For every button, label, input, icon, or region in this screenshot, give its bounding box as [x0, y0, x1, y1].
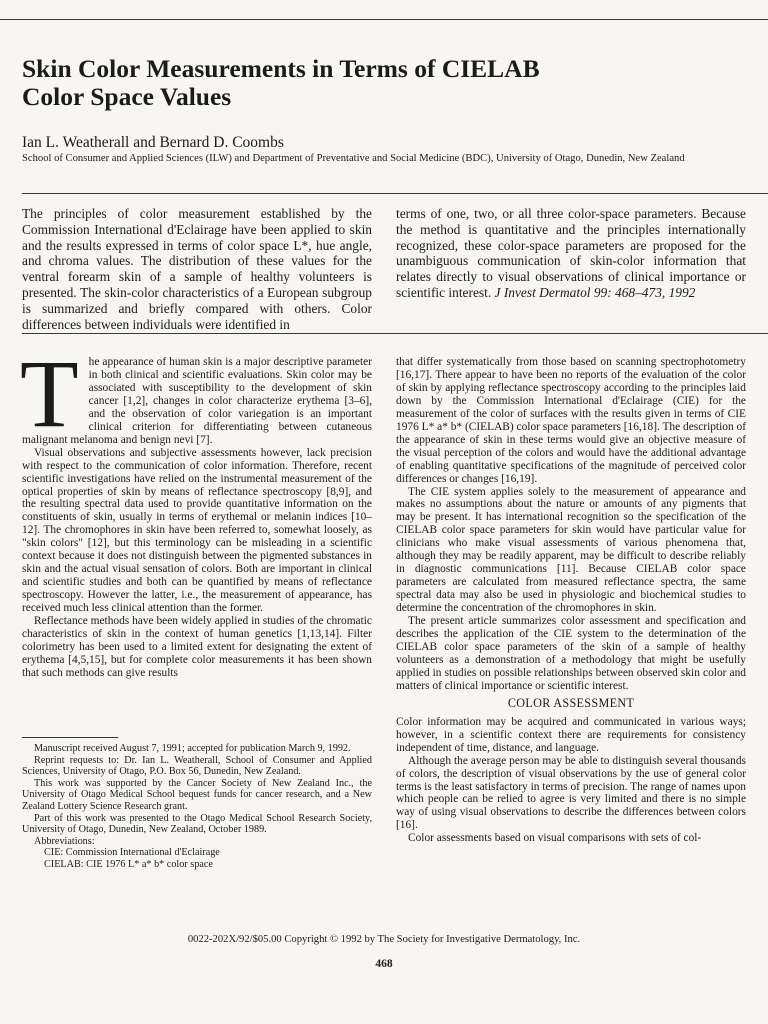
top-rule [0, 19, 768, 20]
paper-title: Skin Color Measurements in Terms of CIELAB Color Space Values [22, 54, 540, 111]
body-paragraph: Color information may be acquired and communicated in various ways; however, in a scientific context there are requirements for consistency independent of time, distance, and language. [396, 715, 746, 754]
body-paragraph: The present article summarizes color assessment and specification and describes the application of the CIE system to the determination of the CIELAB color space parameters of the skin of a sample of healthy volunteers as a demonstration of a methodology that might be usefully applied in studies on possible relationships between observed skin color and matters of clinical importance or scientific interest. [396, 615, 746, 692]
intro-paragraph [20, 340, 372, 447]
abstract-right [396, 206, 746, 301]
body-column-right [396, 356, 746, 845]
body-paragraph: that differ systematically from those based on scanning spectrophotometry [16,17]. There appear to have been no reports of the evaluation of the color of skin by applying reflectance spectroscopy according to the principles laid down by the Commission International d'Eclairage (CIE) for the measurement of the color of surfaces with the results given in terms of CIE 1976 L* a* b* (CIELAB) color space parameters [16,18]. The description of the appearance of skin in these terms would give an objective measure of the visual perception of the colors and would have the additional advantage of enabling quantitative specifications of the magnitude of perceived color differences or changes [16,19]. [396, 356, 746, 485]
section-heading: COLOR ASSESSMENT [507, 695, 635, 710]
footnote-support: This work was supported by the Cancer Society of New Zealand Inc., the University of Otago Medical School bequest funds for cancer research, and a New Zealand Lottery Science Research grant. [22, 777, 372, 812]
body-paragraph: Visual observations and subjective assessments however, lack precision with respect to the communication of color information. Therefore, recent scientific investigations have relied on the instrumental measurement of the optical properties of skin by means of reflectance spectroscopy [8,9], and the resulting spectral data used to provide quantitative information on the constituents of skin, usually in terms of erythemal or melanin indices [10–12]. The chromophores in skin have been referred to, somewhat loosely, as "skin colors" [12], but this terminology can be misleading in a scientific context because it does not distinguish between the pigmented substances in skin and the actual visual sensation of colors. Both are important in clinical and scientific studies and both can be quantified by means of reflectance spectroscopy. However the latter, i.e., the measurement of appearance, has received much less clinical attention than the former. [22, 446, 372, 615]
body-paragraph: Color assessments based on visual comparisons with sets of col- [408, 832, 702, 845]
drop-cap: T [20, 340, 79, 447]
abstract-left-text: The principles of color measurement established by the Commission International d'Eclairage have been applied to skin and the results expressed in terms of color space L*, hue angle, and chroma values. The distribution of these values for the ventral forearm skin of a sample of healthy volunteers is presented. The skin-color characteristics of a European subgroup is summarized and briefly compared with others. Color differences between individuals were identified in [22, 206, 372, 332]
body-paragraph: Reflectance methods have been widely applied in studies of the chromatic characteristics of skin in the context of human genetics [1,13,14]. Filter colorimetry has been used to a limited extent for designating the extent of erythema [4,5,15], but for complete color measurements it has been shown that such methods can give results [22, 615, 372, 679]
abstract-citation: J Invest Dermatol 99: 468–473, 1992 [494, 284, 696, 300]
footnote-presented: Part of this work was presented to the Otago Medical School Research Society, University of Otago, Dunedin, New Zealand, October 1989. [22, 812, 372, 836]
footnote-abbrev-cie: CIE: Commission International d'Eclairage [44, 847, 220, 859]
footnotes [22, 743, 372, 871]
copyright-line: 0022-202X/92/$05.00 Copyright © 1992 by The Society for Investigative Dermatology, Inc. [187, 934, 581, 945]
body-paragraph: The CIE system applies solely to the measurement of appearance and makes no assumptions about the nature or amounts of any pigments that may be present. It has international recognition so the specification of the CIELAB color space parameters for skin would have particular value for clinicians who make visual assessments of various phenomena that, although they may be readily apparent, may be difficult to describe reliably in diagnostic communications [11]. Because CIELAB color space parameters are calculated from measured reflectance spectra, the same spectral data may also be used in physiologic and biochemical studies to determine the concentration of the chromophores in skin. [396, 485, 746, 615]
intro-text: he appearance of human skin is a major descriptive parameter in both clinical and scientific evaluations. Skin color may be associated with susceptibility to the development of skin cancer [1,2], changes in color characterize erythema [3–6], and the observation of color variegation is an important clinical criterion for differentiating between cutaneous malignant melanoma and benign nevi [7]. [22, 356, 372, 446]
abstract-bottom-rule [22, 333, 768, 334]
footnote-rule [22, 737, 118, 738]
footnote-received: Manuscript received August 7, 1991; accepted for publication March 9, 1992. [34, 743, 351, 754]
footnote-reprint: Reprint requests to: Dr. Ian L. Weatherall, School of Consumer and Applied Sciences, University of Otago, P.O. Box 56, Dunedin, New Zealand. [22, 754, 372, 778]
authors: Ian L. Weatherall and Bernard D. Coombs [22, 134, 284, 151]
footnote-abbreviations-label: Abbreviations: [34, 835, 95, 847]
body-paragraph: Although the average person may be able to distinguish several thousands of colors, the description of visual observations by the use of general color terms is the least satisfactory in terms of precision. The range of names upon which people can be relied to agree is very limited and there is no simple way of using visual observations to describe the differences between colors [16]. [396, 754, 746, 832]
abstract-top-rule [22, 193, 768, 194]
footnote-abbrev-cielab: CIELAB: CIE 1976 L* a* b* color space [44, 858, 213, 870]
body-column-left [20, 340, 372, 680]
abstract-left [22, 206, 372, 332]
page-number: 468 [375, 958, 393, 970]
abstract-right-text: terms of one, two, or all three color-space parameters. Because the method is quantitative and the principles internationally recognized, these color-space parameters are proposed for the unambiguous communication of skin-color information that relates directly to visual observations of clinical importance or scientific interest. [396, 206, 746, 300]
affiliation: School of Consumer and Applied Sciences (ILW) and Department of Preventative and Social Medicine (BDC), University of Otago, Dunedin, New Zealand [22, 153, 685, 164]
